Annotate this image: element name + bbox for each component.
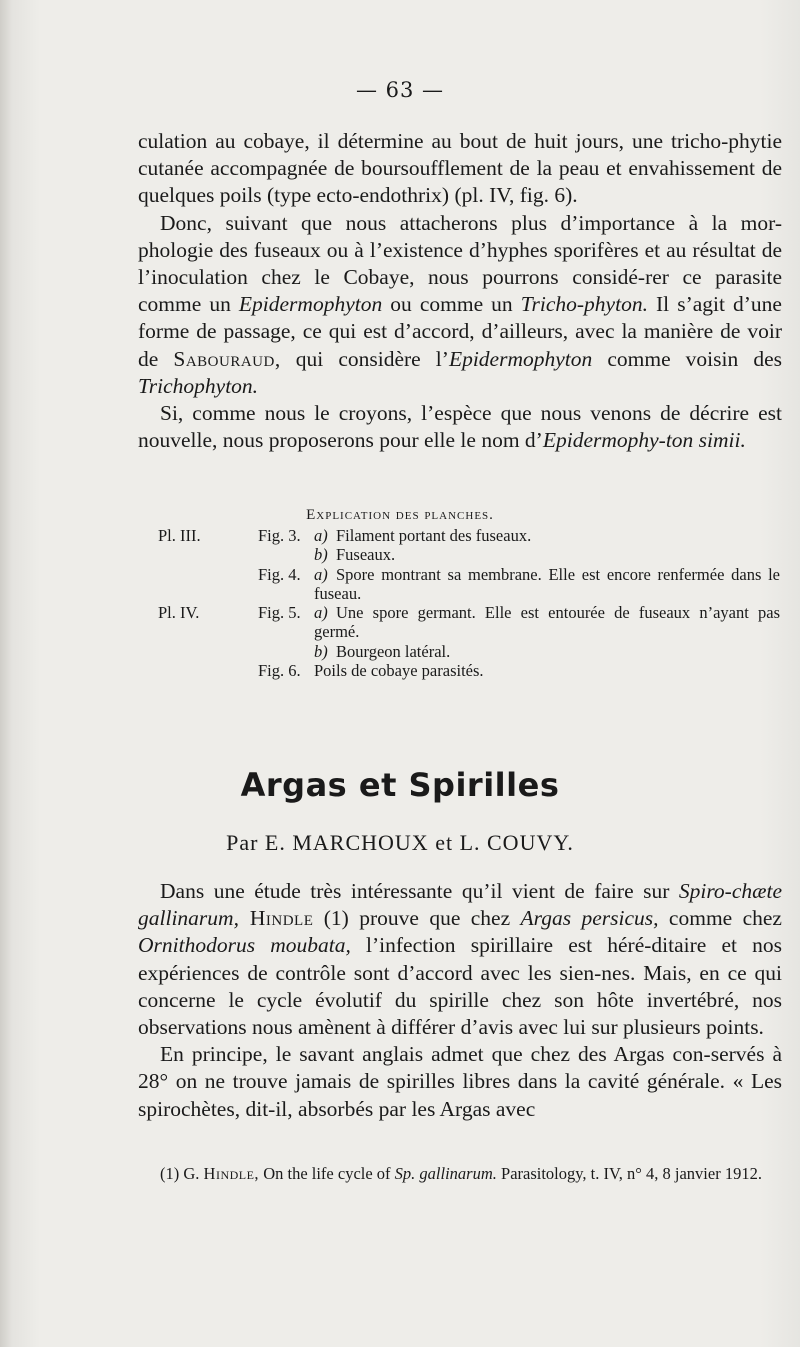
plates-legend — [158, 526, 780, 680]
author-sabouraud: Sabouraud, — [173, 346, 281, 371]
legend-row: Fig. 4. a) Spore montrant sa membrane. Elle est encore renfermée dans le fuseau. — [258, 564, 780, 603]
top-section — [138, 128, 782, 454]
article-title: Argas et Spirilles — [240, 766, 560, 804]
taxon-epidermophyton: Epidermophyton — [238, 292, 383, 317]
page-number: — 63 — — [355, 78, 445, 102]
legend-row: Pl. IV. Fig. 5. a) Une spore germant. Elle est entourée de fuseaux n’ayant pas germé. — [158, 603, 780, 642]
paragraph-3: Si, comme nous le croyons, l’espèce que nous venons de décrire est nouvelle, nous proposerons pour elle le nom d’Epidermophy-ton simii. — [138, 401, 782, 453]
legend-row: Fig. 6. Poils de cobaye parasités. — [258, 661, 484, 681]
species-name: Epidermophy-ton simii. — [542, 428, 746, 453]
legend-row: b) Bourgeon latéral. — [314, 641, 451, 661]
footnote: (1) G. Hindle, On the life cycle of Sp. gallinarum. Parasitology, t. IV, n° 4, 8 janvier 1912. — [160, 1164, 762, 1183]
article-authors: Par E. MARCHOUX et L. COUVY. — [226, 830, 574, 855]
legend-row: Pl. III. Fig. 3. a) Filament portant des fuseaux. — [158, 526, 532, 545]
article-paragraph-1: Dans une étude très intéressante qu’il vient de faire sur Spiro-chæte gallinarum, Hindle (1) prouve que chez Argas persicus, comme chez Ornithodorus moubata, l’infection spirillaire est héré-ditaire et nos expériences de contrôle sont d’accord avec les sien-nes. Mais, en ce qui concerne le cycle évolutif du spirille chez son hôte invertébré, nos observations nous amènent à différer d’avis avec lui sur plusieurs points. — [138, 879, 783, 1040]
author-hindle: Hindle — [238, 906, 314, 931]
explication-title: Explication des planches. — [306, 507, 494, 523]
paragraph-2: Donc, suivant que nous attacherons plus d’importance à la mor-phologie des fuseaux ou à l’existence d’hyphes sporifères et au résultat de l’inoculation chez le Cobaye, nous pourrons considé-rer ce parasite comme un Epidermophyton ou comme un Tricho-phyton. Il s’agit d’une forme de passage, ce qui est d’accord, d’ailleurs, avec la manière de voir de Sabouraud, qui considère l’Epidermophyton comme voisin des Trichophyton. — [138, 210, 782, 398]
paragraph-1: culation au cobaye, il détermine au bout de huit jours, une tricho-phytie cutanée accompagnée de boursoufflement de la peau et envahissement de quelques poils (type ecto-endothrix) (pl. IV, fig. 6). — [138, 129, 782, 208]
legend-row: b) Fuseaux. — [314, 545, 396, 565]
article-paragraph-2: En principe, le savant anglais admet que chez des Argas con-servés à 28° on ne trouve jamais de spirilles libres dans la cavité générale. « Les spirochètes, dit-il, absorbés par les Argas avec — [138, 1042, 782, 1121]
article-body — [138, 878, 782, 1123]
taxon-trichophyton: Tricho-phyton. — [520, 292, 648, 317]
